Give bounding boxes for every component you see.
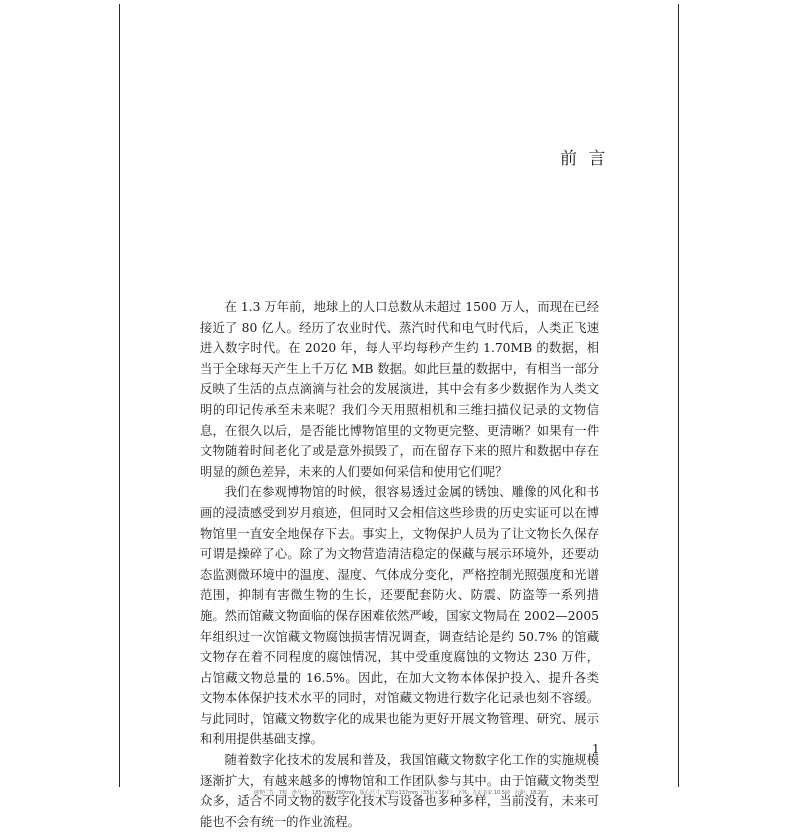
paragraph-2: 我们在参观博物馆的时候，很容易透过金属的锈蚀、雕像的风化和书画的浸渍感受到岁月痕迹，但同时又会相信这些珍贵的历史实证可以在博物馆里一直安全地保存下去。事实上，文物保护人员为了让文物长久保存可谓是操碎了心。除了为文物营造清洁稳定的保藏与展示环境外，还要动态监测微环境中的温度、湿度、气体成分变化，严格控制光照强度和光谱范围，抑制有害微生物的生长，还要配套防火、防震、防盗等一系列措施。然而馆藏文物面临的保存困难依然严峻，国家文物局在 2002—2005 年组织过一次馆藏文物腐蚀损害情况调查，调查结论是约 50.7% 的馆藏文物存在着不同程度的腐蚀情况，其中受重度腐蚀的文物达 230 万件，占馆藏文物总量的 16.5%。因此，在加大文物本体保护投入、提升各类文物本体保护技术水平的同时，对馆藏文物进行数字化记录也刻不容缓。与此同时，馆藏文物数字化的成果也能为更好开展文物管理、研究、展示和利用提供基础支撑。 [200,485,599,747]
page-number: 1 [592,742,600,756]
paragraph-1: 在 1.3 万年前，地球上的人口总数从未超过 1500 万人，而现在已经接近了 80 亿人。经历了农业时代、蒸汽时代和电气时代后，人类正飞速进入数字时代。在 2020 年，每人平均每秒产生约 1.70MB 的数据，相当于全球每天产生上千万亿 MB 数据。如此巨量的数据中，有相当一部分反映了生活的点点滴滴与社会的发展演进，其中会有多少数据作为人类文明的印记传承至未来呢？我们今天用照相机和三维扫描仪记录的文物信息，在很久以后，是否能比博物馆里的文物更完整、更清晰？如果有一件文物随着时间老化了或是意外损毁了，而在留存下来的照片和数据中存在明显的颜色差异，未来的人们要如何采信和使用它们呢？ [200,300,599,479]
body-text [200,297,599,832]
paragraph-3: 随着数字化技术的发展和普及，我国馆藏文物数字化工作的实施规模逐渐扩大，有越来越多的博物馆和工作团队参与其中。由于馆藏文物类型众多，适合不同文物的数字化技术与设备也多种多样，当前没有，未来可能也不会有统一的作业流程。 [200,753,599,829]
print-info-footer: 纯智广告 7校 净尺寸：185mm×260mm 版心尺寸：210×137mm（33行×36字） 字体：方正书宋 10.5磅 行距：18.2磅 [253,790,547,796]
page-title: 前 言 [560,149,609,169]
